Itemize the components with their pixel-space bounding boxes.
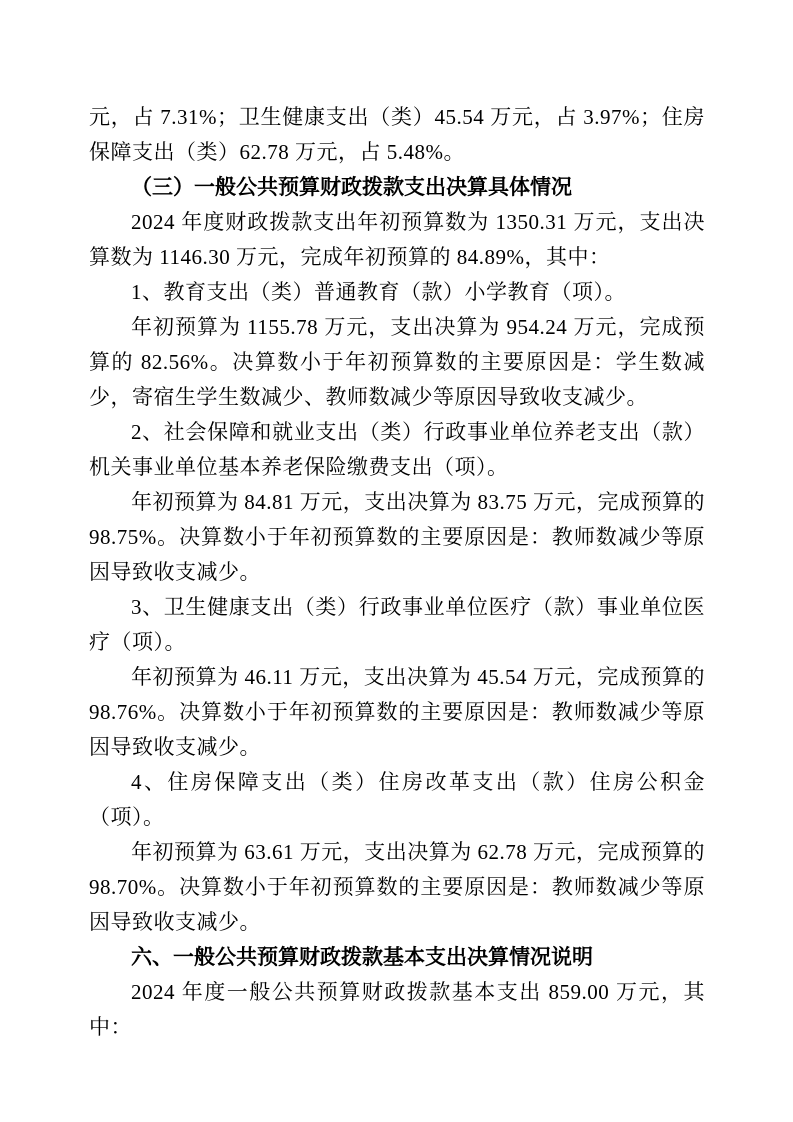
paragraph: 2024 年度一般公共预算财政拨款基本支出 859.00 万元，其中： [89, 980, 705, 1039]
paragraph: 元，占 7.31%；卫生健康支出（类）45.54 万元，占 3.97%；住房保障支出（类）62.78 万元，占 5.48%。 [89, 105, 705, 164]
paragraph: 3、卫生健康支出（类）行政事业单位医疗（款）事业单位医疗（项）。 [89, 595, 705, 654]
document-body [89, 100, 705, 1045]
paragraph: 年初预算为 1155.78 万元，支出决算为 954.24 万元，完成预算的 82.56%。决算数小于年初预算数的主要原因是：学生数减少，寄宿生学生数减少、教师数减少等原因导致收支减少。 [89, 315, 705, 409]
paragraph: 年初预算为 84.81 万元，支出决算为 83.75 万元，完成预算的 98.75%。决算数小于年初预算数的主要原因是：教师数减少等原因导致收支减少。 [89, 490, 705, 584]
paragraph: 年初预算为 46.11 万元，支出决算为 45.54 万元，完成预算的 98.76%。决算数小于年初预算数的主要原因是：教师数减少等原因导致收支减少。 [89, 665, 705, 759]
section-heading: （三）一般公共预算财政拨款支出决算具体情况 [131, 176, 572, 199]
paragraph: 年初预算为 63.61 万元，支出决算为 62.78 万元，完成预算的 98.70%。决算数小于年初预算数的主要原因是：教师数减少等原因导致收支减少。 [89, 840, 705, 934]
section-heading: 六、一般公共预算财政拨款基本支出决算情况说明 [131, 946, 593, 969]
paragraph: 2024 年度财政拨款支出年初预算数为 1350.31 万元，支出决算数为 1146.30 万元，完成年初预算的 84.89%，其中： [89, 210, 705, 269]
paragraph: 2、社会保障和就业支出（类）行政事业单位养老支出（款）机关事业单位基本养老保险缴费支出（项）。 [89, 420, 705, 479]
paragraph: 4、住房保障支出（类）住房改革支出（款）住房公积金（项）。 [89, 770, 705, 829]
paragraph: 1、教育支出（类）普通教育（款）小学教育（项）。 [131, 280, 626, 304]
